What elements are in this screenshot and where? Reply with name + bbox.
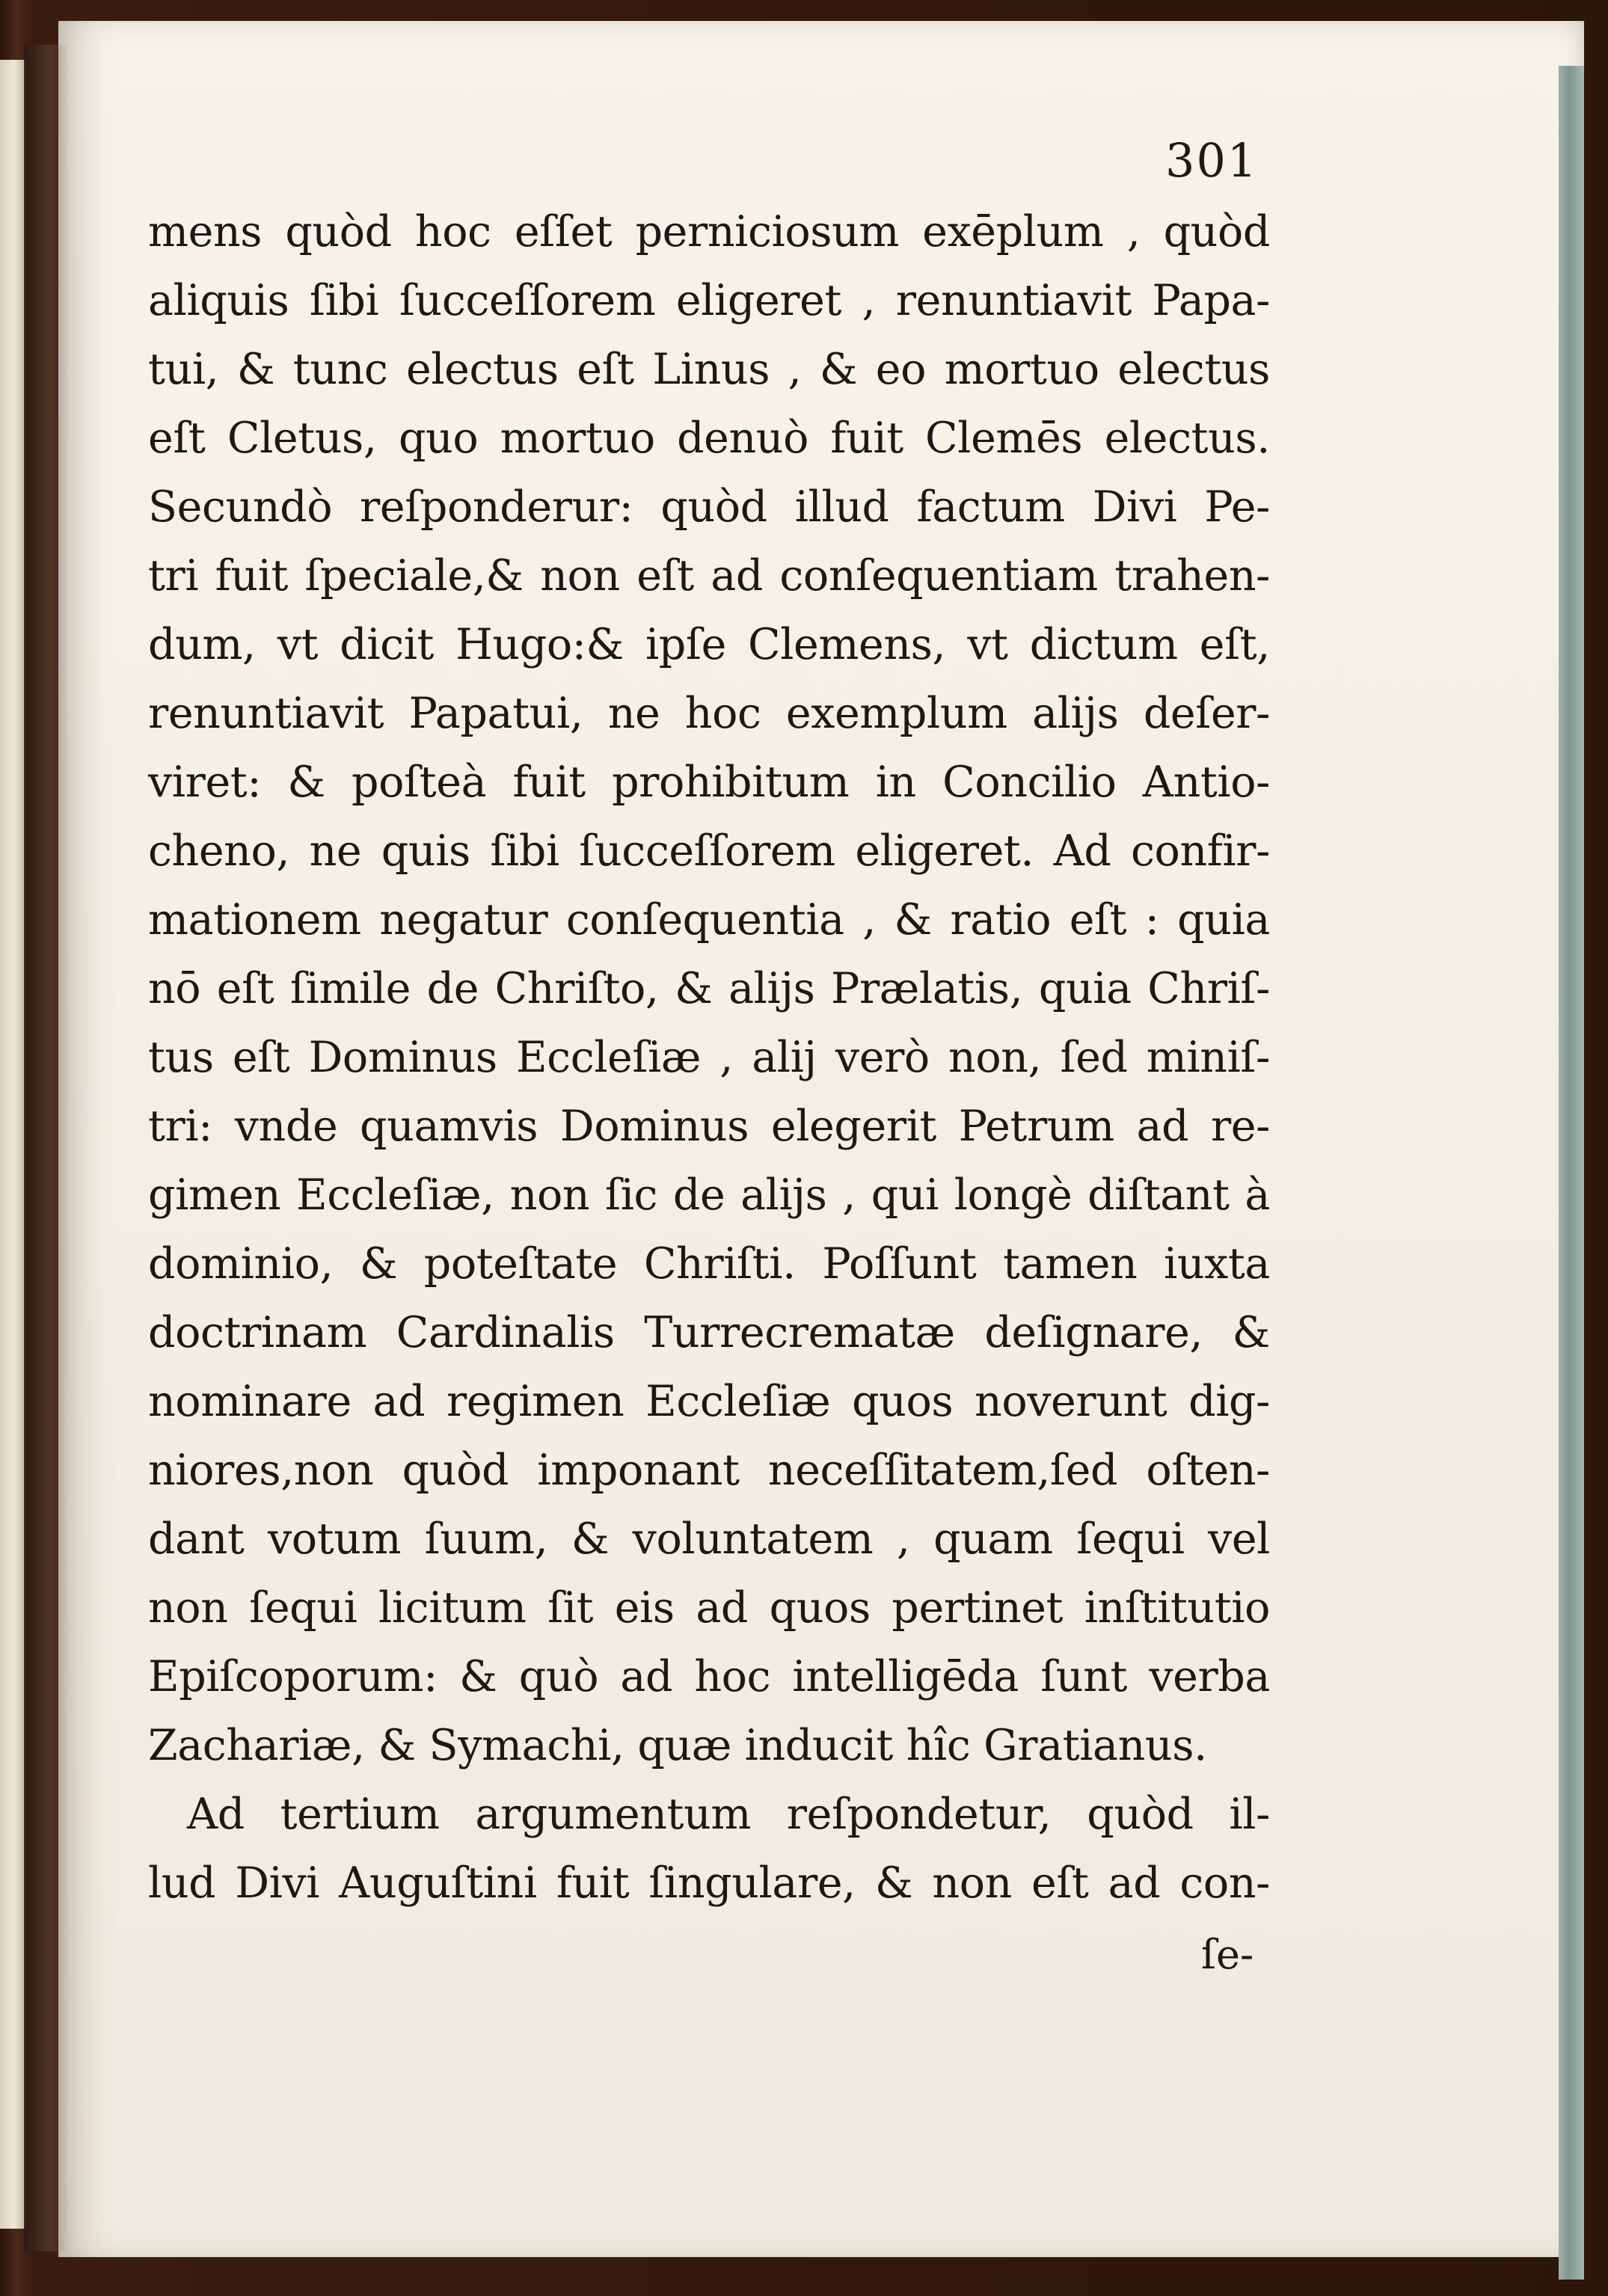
text-line: tri: vnde quamvis Dominus elegerit Petrum ad re- [148, 1102, 1270, 1151]
text-line: tri fuit ſpeciale,& non eſt ad conſequentiam trahen- [148, 551, 1270, 601]
text-line: dant votum ſuum, & voluntatem , quam ſequi vel [148, 1514, 1270, 1564]
text-block [148, 197, 1270, 1918]
text-line: tui, & tunc electus eſt Linus , & eo mortuo electus [148, 345, 1270, 394]
page-fore-edge [1559, 66, 1584, 2280]
text-line: renuntiavit Papatui, ne hoc exemplum alijs deſer- [148, 689, 1270, 738]
text-line: lud Divi Auguſtini fuit ſingulare, & non eſt ad con- [148, 1858, 1270, 1908]
text-line: Secundò reſponderur: quòd illud factum Divi Pe- [148, 482, 1270, 532]
book-page [58, 21, 1584, 2257]
text-line: dum, vt dicit Hugo:& ipſe Clemens, vt dictum eſt, [148, 620, 1270, 669]
text-line: viret: & poſteà fuit prohibitum in Concilio Antio- [148, 758, 1270, 807]
text-line: aliquis ſibi ſucceſſorem eligeret , renuntiavit Papa- [148, 276, 1270, 325]
text-line: nō eſt ſimile de Chriſto, & alijs Prælatis, quia Chriſ- [148, 964, 1270, 1013]
text-line: dominio, & poteſtate Chriſti. Poſſunt tamen iuxta [148, 1239, 1270, 1289]
spine-shadow [24, 45, 69, 2251]
text-line: cheno, ne quis ſibi ſucceſſorem eligeret. Ad confir- [148, 826, 1270, 876]
text-line: eſt Cletus, quo mortuo denuò fuit Clemēs electus. [148, 414, 1270, 463]
text-line: Epiſcoporum: & quò ad hoc intelligēda ſunt verba [148, 1652, 1270, 1701]
text-line: niores,non quòd imponant neceſſitatem,ſed oſten- [148, 1446, 1270, 1495]
text-line: mationem negatur conſequentia , & ratio eſt : quia [148, 895, 1270, 945]
text-line: nominare ad regimen Eccleſiæ quos noverunt dig- [148, 1377, 1270, 1426]
catchword: ſe- [1201, 1931, 1254, 1978]
text-line: mens quòd hoc eſſet perniciosum exēplum , quòd [148, 207, 1270, 257]
left-page-edge [0, 60, 25, 2229]
text-line: non ſequi licitum ſit eis ad quos pertinet inſtitutio [148, 1583, 1270, 1633]
page-number: 301 [1165, 133, 1259, 188]
text-line: tus eſt Dominus Eccleſiæ , alij verò non, ſed miniſ- [148, 1033, 1270, 1082]
text-line: doctrinam Cardinalis Turrecrematæ deſignare, & [148, 1308, 1270, 1357]
text-line: Zachariæ, & Symachi, quæ inducit hîc Gratianus. [148, 1721, 1207, 1770]
text-line: gimen Eccleſiæ, non ſic de alijs , qui longè diſtant à [148, 1170, 1270, 1220]
text-line: Ad tertium argumentum reſpondetur, quòd il- [187, 1790, 1270, 1839]
